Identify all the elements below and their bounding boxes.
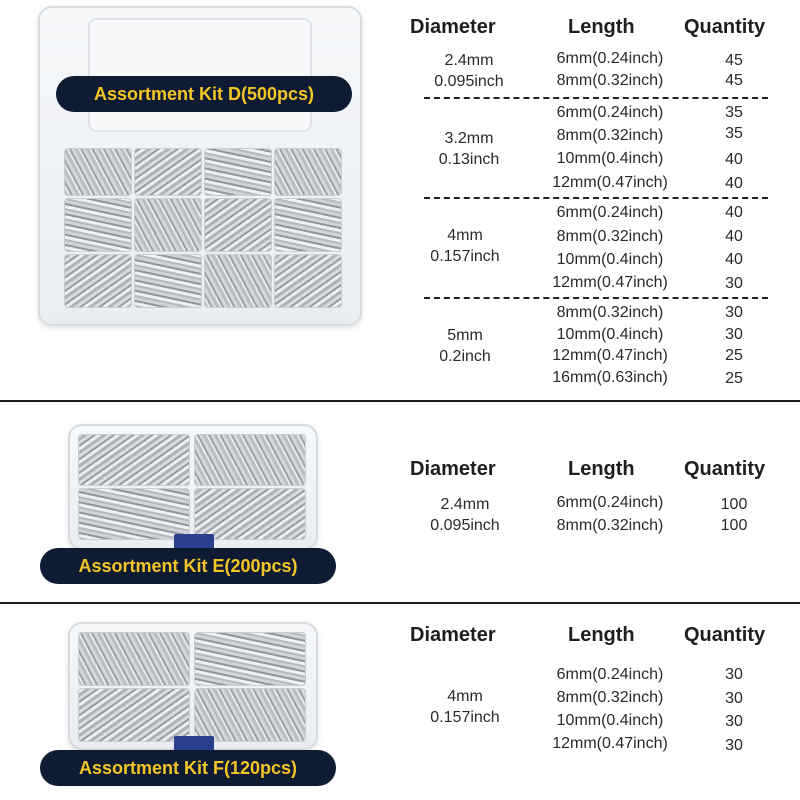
kit-e-diameter-mm: 2.4mm — [440, 496, 490, 513]
kit-d-g2-r2-length: 8mm(0.32inch) — [556, 127, 664, 144]
kit-d-box-lid — [88, 18, 312, 132]
kit-d-header-length: Length — [568, 16, 635, 38]
kit-f-r3-qty: 30 — [725, 713, 743, 730]
kit-d-g3-r1-qty: 40 — [725, 204, 743, 221]
kit-d-g3-r2-qty: 40 — [725, 228, 743, 245]
kit-d-g2-diameter-mm: 3.2mm — [444, 130, 494, 147]
kit-e-header-diameter: Diameter — [410, 458, 496, 480]
kit-d-g3-diameter-mm: 4mm — [447, 227, 483, 244]
kit-d-g3-r4-length: 12mm(0.47inch) — [552, 274, 668, 291]
kit-d-g2-r3-length: 10mm(0.4inch) — [556, 150, 664, 167]
kit-d-compartment — [134, 198, 202, 252]
kit-d-g1-diameter-inch: 0.095inch — [434, 73, 504, 90]
kit-d-compartment — [64, 254, 132, 308]
kit-f-header-length: Length — [568, 624, 635, 646]
kit-d-g2-r2-qty: 35 — [725, 125, 743, 142]
kit-d-g3-r3-qty: 40 — [725, 251, 743, 268]
kit-e-r2-length: 8mm(0.32inch) — [556, 517, 664, 534]
kit-d-g1-diameter-mm: 2.4mm — [444, 52, 494, 69]
kit-f-r4-qty: 30 — [725, 737, 743, 754]
kit-d-g4-diameter-inch: 0.2inch — [439, 348, 491, 365]
kit-e-r1-length: 6mm(0.24inch) — [556, 494, 664, 511]
kit-f-diameter-inch: 0.157inch — [430, 709, 500, 726]
kit-f-diameter-mm: 4mm — [447, 688, 483, 705]
kit-d-compartment — [204, 254, 272, 308]
kit-e-label: Assortment Kit E(200pcs) — [40, 548, 336, 584]
kit-d-g2-diameter-inch: 0.13inch — [438, 151, 500, 168]
kit-d-compartment — [204, 148, 272, 196]
kit-f-r1-length: 6mm(0.24inch) — [556, 666, 664, 683]
kit-d-compartment — [134, 148, 202, 196]
kit-e-compartment — [194, 488, 306, 540]
kit-f-r3-length: 10mm(0.4inch) — [556, 712, 664, 729]
kit-d-compartment — [274, 148, 342, 196]
kit-d-g1-r2-length: 8mm(0.32inch) — [556, 72, 664, 89]
kit-d-g4-r2-length: 10mm(0.4inch) — [556, 326, 664, 343]
kit-f-r4-length: 12mm(0.47inch) — [552, 735, 668, 752]
kit-d-g4-r1-qty: 30 — [725, 304, 743, 321]
kit-f-compartment — [194, 688, 306, 742]
kit-d-g3-r2-length: 8mm(0.32inch) — [556, 228, 664, 245]
kit-d-compartment — [64, 148, 132, 196]
kit-f-compartment — [78, 688, 190, 742]
kit-d-box-image — [38, 6, 362, 326]
kit-f-r2-length: 8mm(0.32inch) — [556, 689, 664, 706]
kit-d-g4-r3-length: 12mm(0.47inch) — [552, 347, 668, 364]
kit-d-g3-r1-length: 6mm(0.24inch) — [556, 204, 664, 221]
kit-d-g1-r1-length: 6mm(0.24inch) — [556, 50, 664, 67]
kit-e-compartment — [78, 434, 190, 486]
kit-e-section — [0, 402, 800, 602]
kit-e-header-quantity: Quantity — [684, 458, 766, 480]
kit-d-g3-diameter-inch: 0.157inch — [430, 248, 500, 265]
kit-d-header-quantity: Quantity — [684, 16, 766, 38]
kit-d-label: Assortment Kit D(500pcs) — [56, 76, 352, 112]
kit-f-label: Assortment Kit F(120pcs) — [40, 750, 336, 786]
kit-d-separator — [424, 97, 768, 99]
kit-d-g1-r1-qty: 45 — [725, 52, 743, 69]
kit-e-compartment — [194, 434, 306, 486]
kit-f-header-quantity: Quantity — [684, 624, 766, 646]
kit-e-r2-qty: 100 — [720, 517, 748, 534]
kit-d-g4-r3-qty: 25 — [725, 347, 743, 364]
kit-f-header-diameter: Diameter — [410, 624, 496, 646]
kit-f-r1-qty: 30 — [725, 666, 743, 683]
kit-d-g4-r2-qty: 30 — [725, 326, 743, 343]
kit-e-r1-qty: 100 — [720, 496, 748, 513]
kit-d-g2-r4-length: 12mm(0.47inch) — [552, 174, 668, 191]
kit-f-box-image — [68, 622, 318, 750]
kit-d-separator — [424, 297, 768, 299]
kit-d-g1-r2-qty: 45 — [725, 72, 743, 89]
kit-d-compartment — [204, 198, 272, 252]
kit-d-compartment — [64, 198, 132, 252]
kit-d-header-diameter: Diameter — [410, 16, 496, 38]
kit-e-diameter-inch: 0.095inch — [430, 517, 500, 534]
kit-d-g4-r1-length: 8mm(0.32inch) — [556, 304, 664, 321]
kit-d-g2-r3-qty: 40 — [725, 151, 743, 168]
kit-d-g2-r4-qty: 40 — [725, 175, 743, 192]
kit-f-section — [0, 604, 800, 800]
kit-d-compartment — [274, 254, 342, 308]
kit-d-compartment — [134, 254, 202, 308]
kit-d-g4-r4-length: 16mm(0.63inch) — [552, 369, 668, 386]
kit-e-box-image — [68, 424, 318, 550]
kit-d-g3-r4-qty: 30 — [725, 275, 743, 292]
kit-f-r2-qty: 30 — [725, 690, 743, 707]
kit-d-separator — [424, 197, 768, 199]
kit-d-compartment — [274, 198, 342, 252]
kit-d-g3-r3-length: 10mm(0.4inch) — [556, 251, 664, 268]
kit-d-g4-r4-qty: 25 — [725, 370, 743, 387]
kit-e-header-length: Length — [568, 458, 635, 480]
kit-f-compartment — [78, 632, 190, 686]
kit-d-g4-diameter-mm: 5mm — [447, 327, 483, 344]
kit-d-g2-r1-length: 6mm(0.24inch) — [556, 104, 664, 121]
kit-d-g2-r1-qty: 35 — [725, 104, 743, 121]
kit-f-compartment — [194, 632, 306, 686]
kit-e-compartment — [78, 488, 190, 540]
